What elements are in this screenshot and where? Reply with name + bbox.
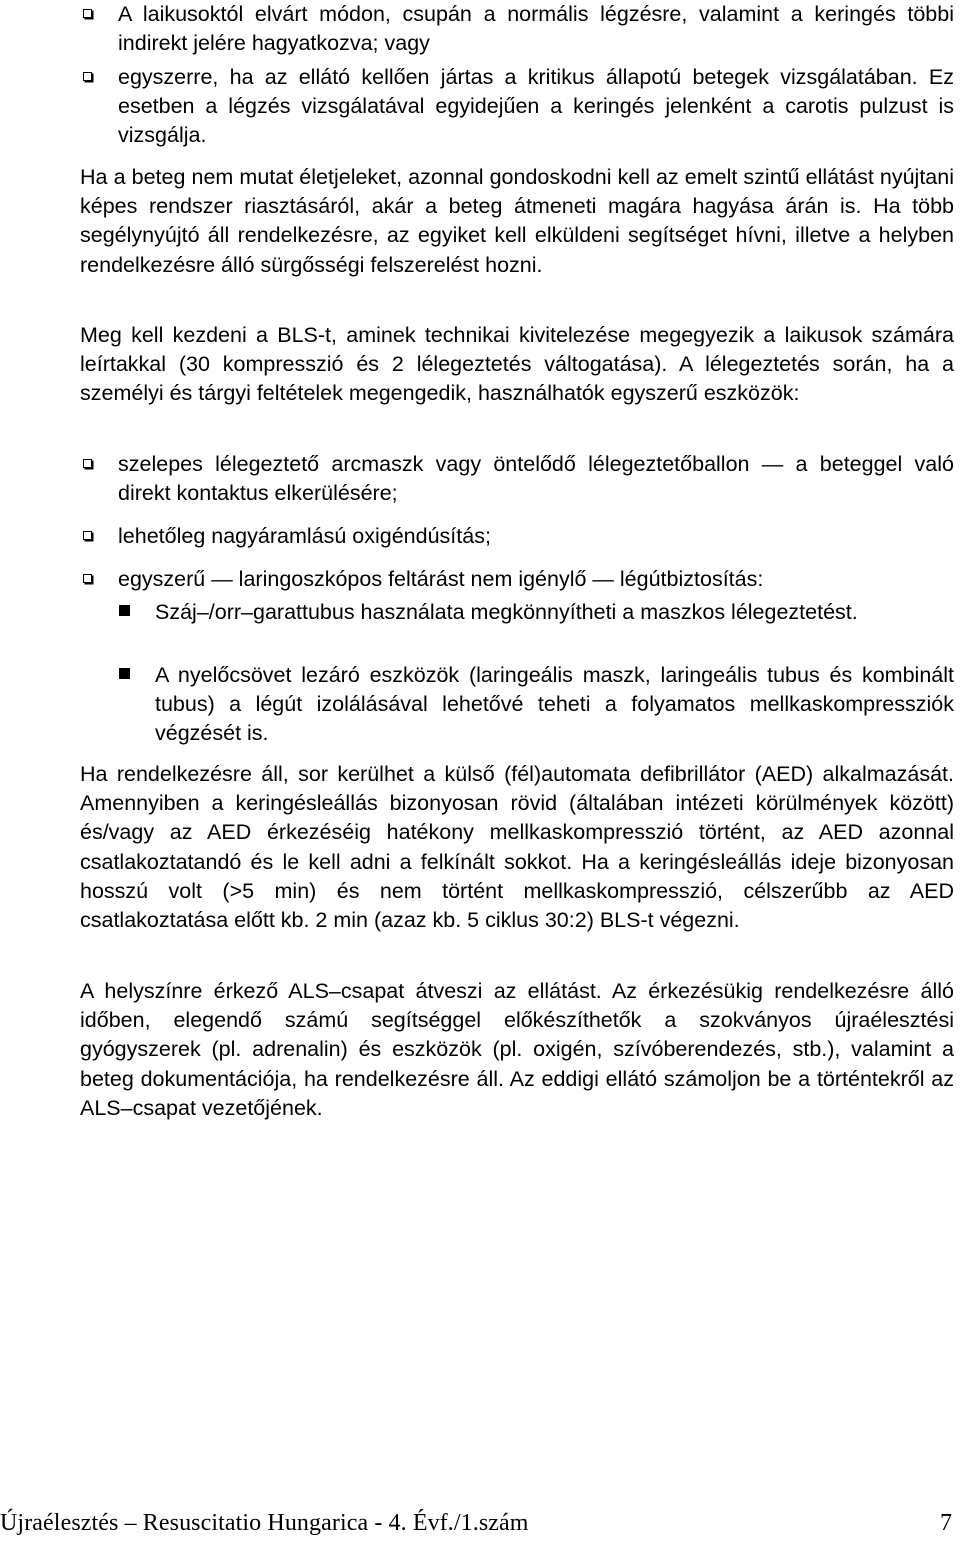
- section-text: Ha rendelkezésre áll, sor kerülhet a külső (fél)automata defibrillátor (AED) alkalmazását. Amennyiben a keringésleállás bizonyosan rövid (általában intézeti körülmények között) és/vagy az AED érkezéséig hatékony mellkaskompresszió történt, az AED azonnal csatlakoztatandó és le kell adni a felkínált sokkot. Ha a keringésleállás ideje bizonyosan hosszú volt (>5 min) és nem történt mellkaskompresszió, célszerűbb az AED csatlakoztatása előtt kb. 2 min (azaz kb. 5 ciklus 30:2) BLS-t végezni.: [80, 762, 954, 933]
- section-2-1-3: [80, 760, 954, 935]
- checkbox-bullet-icon: [83, 9, 92, 18]
- section-number: [2, 163, 80, 192]
- list-item: egyszerre, ha az ellátó kellően jártas a kritikus állapotú betegek vizsgálatában. Ez esetben a légzés vizsgálatával egyidejűen a keringés jelenként a carotis pulzust is vizsgálja.: [118, 63, 954, 151]
- section-2-1-2: [80, 321, 954, 409]
- section-2-1-1: [80, 163, 954, 280]
- section-text: A helyszínre érkező ALS–csapat átveszi az ellátást. Az érkezésükig rendelkezésre álló időben, elegendő számú segítséggel előkészíthetők a szokványos újraélesztési gyógyszerek (pl. adrenalin) és eszközök (pl. oxigén, szívóberendezés, stb.), valamint a beteg dokumentációja, ha rendelkezésre áll. Az eddigi ellátó számoljon be a történtekről az ALS–csapat vezetőjének.: [80, 979, 954, 1120]
- section-number: [2, 977, 80, 1006]
- section-text: Ha a beteg nem mutat életjeleket, azonnal gondoskodni kell az emelt szintű ellátást nyújtani képes rendszer riasztásáról, akár a beteg átmeneti magára hagyása árán is. Ha több segélynyújtó áll rendelkezésre, az egyiket kell elküldeni segítséget hívni, illetve a helyben rendelkezésre álló sürgősségi felszerelést hozni.: [80, 165, 954, 277]
- list-item: egyszerű — laringoszkópos feltárást nem igénylő — légútbiztosítás:: [118, 565, 954, 594]
- checkbox-bullet-icon: [83, 72, 92, 81]
- square-bullet-icon: [119, 605, 130, 616]
- section-number: [2, 321, 80, 350]
- section-2-1-4: [80, 977, 954, 1123]
- page-number: 7: [940, 1510, 952, 1536]
- page-footer: [0, 1509, 952, 1538]
- checkbox-bullet-icon: [83, 574, 92, 583]
- sub-list-item: A nyelőcsövet lezáró eszközök (laringeális maszk, laringeális tubus és kombinált tubus) a légút izolálásával lehetővé teheti a folyamatos mellkaskompressziók végzését is.: [155, 661, 954, 749]
- footer-journal-title: Újraélesztés – Resuscitatio Hungarica - 4. Évf./1.szám: [0, 1510, 529, 1536]
- list-item: szelepes lélegeztető arcmaszk vagy öntelődő lélegeztetőballon — a beteggel való direkt kontaktus elkerülésére;: [118, 450, 954, 508]
- checkbox-bullet-icon: [83, 531, 92, 540]
- checkbox-bullet-icon: [83, 459, 92, 468]
- list-item: lehetőleg nagyáramlású oxigéndúsítás;: [118, 522, 954, 551]
- square-bullet-icon: [119, 668, 130, 679]
- sub-list-item: Száj–/orr–garattubus használata megkönnyítheti a maszkos lélegeztetést.: [155, 598, 954, 627]
- list-item: A laikusoktól elvárt módon, csupán a normális légzésre, valamint a keringés többi indirekt jelére hagyatkozva; vagy: [118, 0, 954, 58]
- section-number: [2, 760, 80, 789]
- section-text: Meg kell kezdeni a BLS-t, aminek technikai kivitelezése megegyezik a laikusok számára leírtakkal (30 kompresszió és 2 lélegeztetés váltogatása). A lélegeztetés során, ha a személyi és tárgyi feltételek megengedik, használhatók egyszerű eszközök:: [80, 323, 954, 406]
